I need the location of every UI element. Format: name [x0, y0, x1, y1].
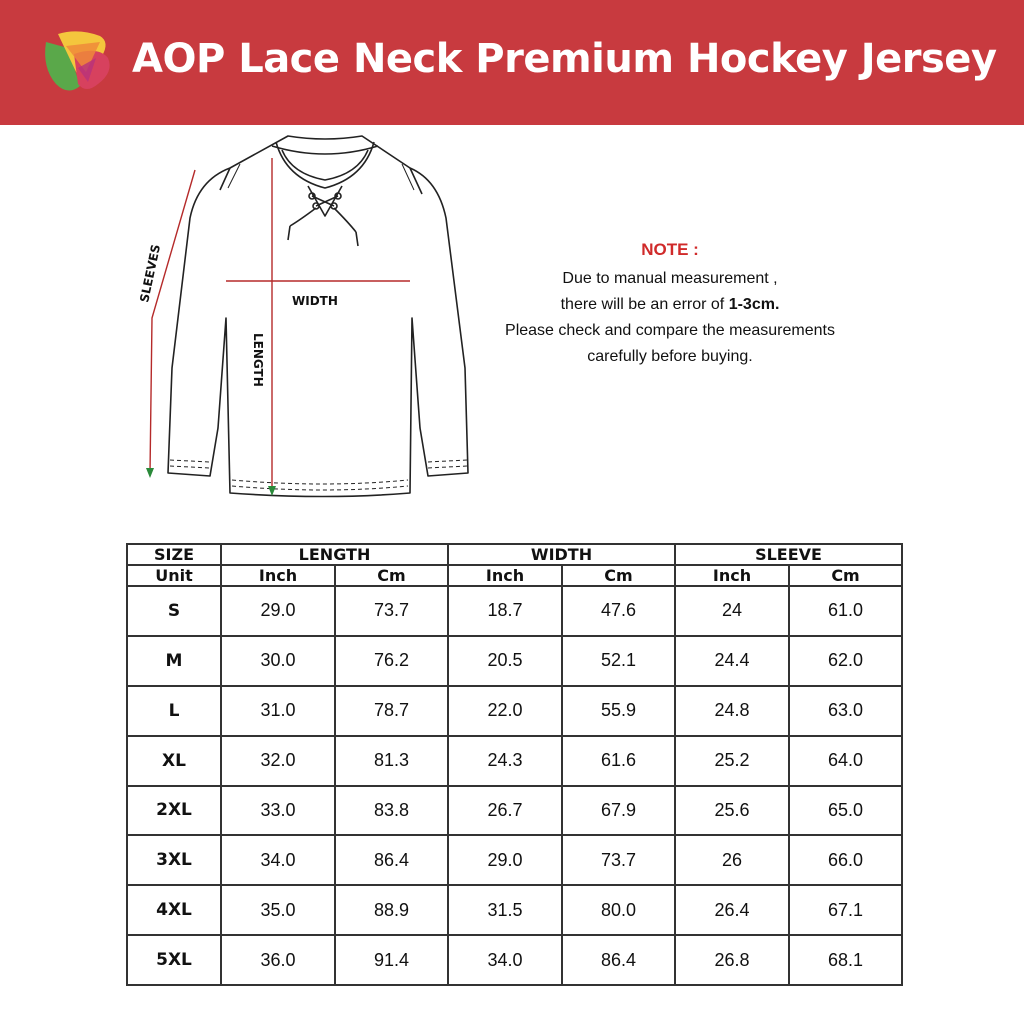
measurement-cell: 24 — [675, 586, 789, 636]
table-row — [127, 786, 902, 836]
size-cell: XL — [127, 736, 221, 786]
unit-header: Cm — [789, 565, 902, 586]
measurement-cell: 68.1 — [789, 935, 902, 985]
measurement-cell: 20.5 — [448, 636, 562, 686]
measurement-cell: 88.9 — [335, 885, 448, 935]
table-row — [127, 686, 902, 736]
table-row — [127, 835, 902, 885]
measurement-cell: 61.6 — [562, 736, 675, 786]
measurement-cell: 26.4 — [675, 885, 789, 935]
measurement-cell: 47.6 — [562, 586, 675, 636]
measurement-cell: 67.1 — [789, 885, 902, 935]
measurement-cell: 26 — [675, 835, 789, 885]
measurement-cell: 33.0 — [221, 786, 335, 836]
measurement-cell: 31.0 — [221, 686, 335, 736]
measurement-cell: 78.7 — [335, 686, 448, 736]
measurement-cell: 80.0 — [562, 885, 675, 935]
size-cell: M — [127, 636, 221, 686]
sleeve-header: SLEEVE — [675, 544, 902, 565]
unit-header: Cm — [562, 565, 675, 586]
sleeves-label: SLEEVES — [137, 243, 164, 304]
measurement-cell: 29.0 — [448, 835, 562, 885]
measurement-cell: 86.4 — [335, 835, 448, 885]
measurement-note — [470, 240, 870, 370]
unit-header: Cm — [335, 565, 448, 586]
header-banner — [0, 0, 1024, 125]
page-title: AOP Lace Neck Premium Hockey Jersey — [132, 36, 997, 82]
width-label: WIDTH — [292, 294, 338, 308]
width-header: WIDTH — [448, 544, 675, 565]
measurement-cell: 64.0 — [789, 736, 902, 786]
note-error-range: 1-3cm. — [728, 296, 780, 313]
measurement-cell: 55.9 — [562, 686, 675, 736]
unit-header: Inch — [675, 565, 789, 586]
measurement-cell: 67.9 — [562, 786, 675, 836]
measurement-cell: 25.6 — [675, 786, 789, 836]
measurement-cell: 24.8 — [675, 686, 789, 736]
length-header: LENGTH — [221, 544, 448, 565]
measurement-cell: 24.4 — [675, 636, 789, 686]
size-cell: 2XL — [127, 786, 221, 836]
size-cell: 3XL — [127, 835, 221, 885]
measurement-cell: 66.0 — [789, 835, 902, 885]
note-line-4: carefully before buying. — [587, 348, 753, 365]
table-row — [127, 736, 902, 786]
measurement-cell: 25.2 — [675, 736, 789, 786]
jersey-diagram — [120, 128, 490, 513]
measurement-cell: 26.7 — [448, 786, 562, 836]
table-row — [127, 636, 902, 686]
size-cell: L — [127, 686, 221, 736]
measurement-cell: 81.3 — [335, 736, 448, 786]
unit-header: Inch — [448, 565, 562, 586]
measurement-cell: 52.1 — [562, 636, 675, 686]
note-line-3: Please check and compare the measurements — [505, 322, 835, 339]
unit-header: Inch — [221, 565, 335, 586]
size-chart-table — [126, 543, 903, 986]
measurement-cell: 62.0 — [789, 636, 902, 686]
size-cell: S — [127, 586, 221, 636]
unit-header: Unit — [127, 565, 221, 586]
note-label: NOTE : — [641, 240, 699, 259]
size-cell: 4XL — [127, 885, 221, 935]
measurement-cell: 30.0 — [221, 636, 335, 686]
measurement-cell: 86.4 — [562, 935, 675, 985]
measurement-cell: 29.0 — [221, 586, 335, 636]
measurement-cell: 61.0 — [789, 586, 902, 636]
measurement-cell: 76.2 — [335, 636, 448, 686]
size-cell: 5XL — [127, 935, 221, 985]
measurement-cell: 36.0 — [221, 935, 335, 985]
unit-header-row — [127, 565, 902, 586]
measurement-cell: 34.0 — [221, 835, 335, 885]
measurement-cell: 73.7 — [335, 586, 448, 636]
brand-logo-icon — [38, 28, 116, 96]
measurement-cell: 24.3 — [448, 736, 562, 786]
measurement-cell: 91.4 — [335, 935, 448, 985]
measurement-cell: 34.0 — [448, 935, 562, 985]
measurement-cell: 63.0 — [789, 686, 902, 736]
table-row — [127, 935, 902, 985]
measurement-cell: 35.0 — [221, 885, 335, 935]
measurement-cell: 18.7 — [448, 586, 562, 636]
group-header-row — [127, 544, 902, 565]
note-line-1: Due to manual measurement , — [562, 270, 778, 287]
table-row — [127, 885, 902, 935]
measurement-cell: 65.0 — [789, 786, 902, 836]
measurement-cell: 26.8 — [675, 935, 789, 985]
measurement-cell: 31.5 — [448, 885, 562, 935]
measurement-cell: 73.7 — [562, 835, 675, 885]
size-header: SIZE — [127, 544, 221, 565]
length-label: LENGTH — [251, 333, 265, 387]
measurement-cell: 32.0 — [221, 736, 335, 786]
table-row — [127, 586, 902, 636]
measurement-cell: 22.0 — [448, 686, 562, 736]
note-line-2-prefix: there will be an error of — [560, 296, 729, 313]
measurement-cell: 83.8 — [335, 786, 448, 836]
note-line-2 — [470, 292, 870, 318]
